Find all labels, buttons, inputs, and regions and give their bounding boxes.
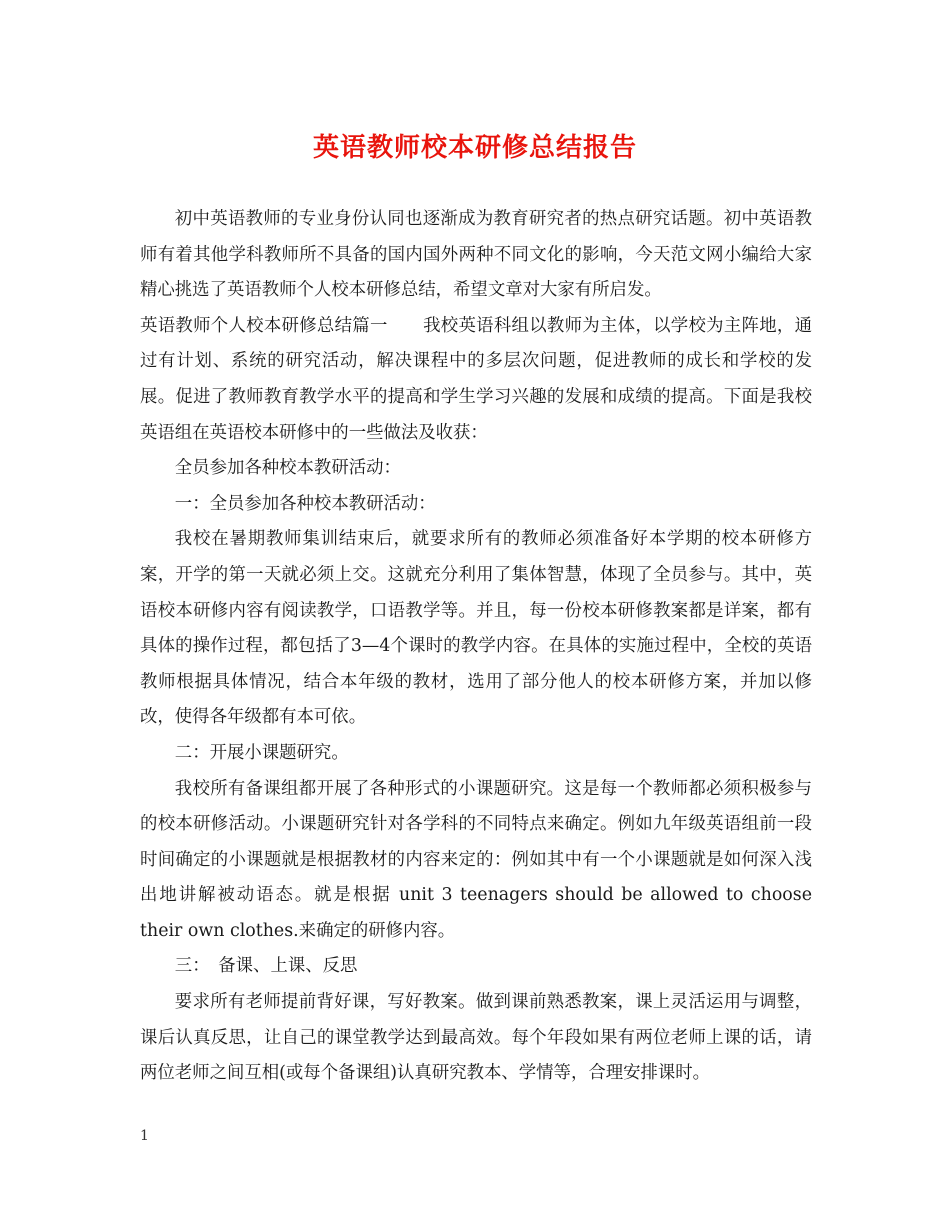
paragraph-small-topic-research: 我校所有备课组都开展了各种形式的小课题研究。这是每一个教师都必须积极参与的校本研修活动。小课题研究针对各学科的不同特点来确定。例如九年级英语组前一段时间确定的小课题就是根据教材的内容来定的：例如其中有一个小课题就是如何深入浅出地讲解被动语态。就是根据 unit 3 teenagers should be allowed to choose their own clothes.来确定的研修内容。	[140, 778, 812, 941]
paragraph-section-one-intro: 英语教师个人校本研修总结篇一 我校英语科组以教师为主体，以学校为主阵地，通过有计划、系统的研究活动，解决课程中的多层次问题，促进教师的成长和学校的发展。促进了教师教育教学水平的提高和学生学习兴趣的发展和成绩的提高。下面是我校英语组在英语校本研修中的一些做法及收获：	[140, 315, 812, 443]
paragraph-heading-all-staff: 全员参加各种校本教研活动：	[174, 458, 401, 479]
paragraph-heading-three: 三： 备课、上课、反思	[174, 956, 358, 977]
paragraph-lesson-prep: 要求所有老师提前背好课，写好教案。做到课前熟悉教案，课上灵活运用与调整，课后认真反思，让自己的课堂教学达到最高效。每个年段如果有两位老师上课的话，请两位老师之间互相(或每个备课组)认真研究教本、学情等，合理安排课时。	[140, 992, 812, 1084]
document-title: 英语教师校本研修总结报告	[312, 133, 637, 163]
paragraph-intro: 初中英语教师的专业身份认同也逐渐成为教育研究者的热点研究话题。初中英语教师有着其他学科教师所不具备的国内国外两种不同文化的影响，今天范文网小编给大家精心挑选了英语教师个人校本研修总结，希望文章对大家有所启发。	[140, 209, 812, 301]
paragraph-heading-one: 一：全员参加各种校本教研活动：	[174, 493, 436, 514]
page-number: 1	[140, 1128, 149, 1144]
paragraph-heading-two: 二：开展小课题研究。	[174, 742, 349, 763]
paragraph-training-plan: 我校在暑期教师集训结束后，就要求所有的教师必须准备好本学期的校本研修方案，开学的第一天就必须上交。这就充分利用了集体智慧，体现了全员参与。其中，英语校本研修内容有阅读教学，口语教学等。并且，每一份校本研修教案都是详案，都有具体的操作过程，都包括了3—4个课时的教学内容。在具体的实施过程中，全校的英语教师根据具体情况，结合本年级的教材，选用了部分他人的校本研修方案，并加以修改，使得各年级都有本可依。	[140, 529, 812, 728]
document-body	[140, 202, 812, 1092]
